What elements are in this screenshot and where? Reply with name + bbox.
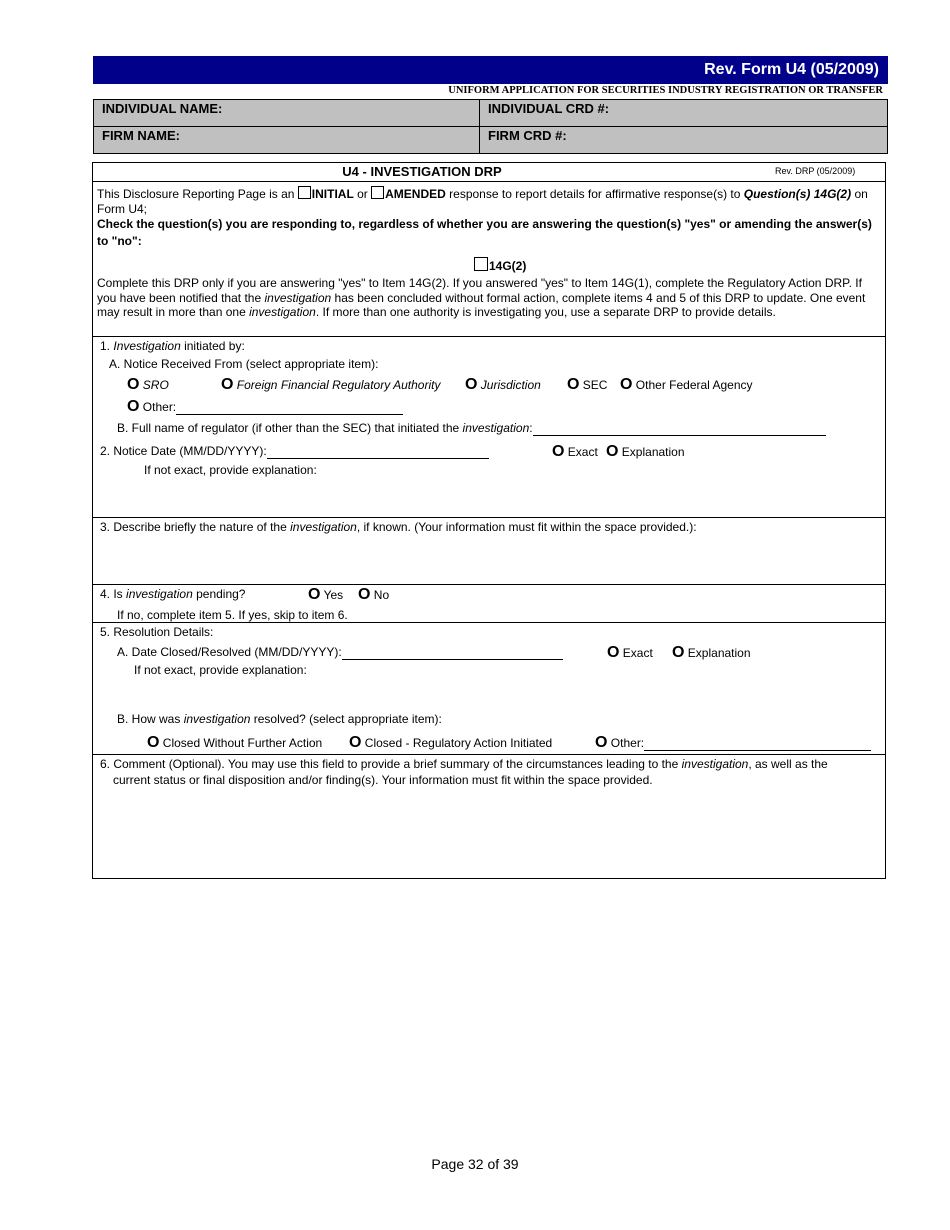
- rev-form-banner: Rev. Form U4 (05/2009): [93, 56, 888, 84]
- option-sec[interactable]: O SEC: [567, 376, 608, 393]
- item5-if-not-exact: If not exact, provide explanation:: [134, 663, 307, 677]
- option-jurisdiction[interactable]: O Jurisdiction: [465, 376, 541, 393]
- divider: [92, 517, 886, 518]
- item6-label: 6. Comment (Optional). You may use this field to provide a brief summary of the circumstances leading to the investigation, as well as the: [100, 757, 828, 771]
- radio-icon[interactable]: O: [606, 443, 619, 460]
- divider: [92, 754, 886, 755]
- option-other-federal[interactable]: O Other Federal Agency: [620, 376, 753, 393]
- firm-name-label: FIRM NAME:: [102, 128, 180, 143]
- radio-icon[interactable]: O: [127, 398, 140, 415]
- initial-checkbox[interactable]: [298, 186, 311, 199]
- individual-name-label: INDIVIDUAL NAME:: [102, 101, 223, 116]
- radio-icon[interactable]: O: [349, 734, 362, 751]
- pending-no[interactable]: O No: [358, 586, 390, 603]
- item1a-label: A. Notice Received From (select appropriate item):: [109, 357, 379, 371]
- item5-label: 5. Resolution Details:: [100, 625, 214, 639]
- radio-icon[interactable]: O: [147, 734, 160, 751]
- notice-date-input[interactable]: [267, 447, 489, 459]
- option-other[interactable]: O Other:: [127, 400, 403, 415]
- radio-icon[interactable]: O: [127, 376, 140, 393]
- uniform-application-title: UNIFORM APPLICATION FOR SECURITIES INDUSTRY REGISTRATION OR TRANSFER: [448, 85, 883, 96]
- radio-icon[interactable]: O: [595, 734, 608, 751]
- radio-icon[interactable]: O: [308, 586, 321, 603]
- individual-crd-field[interactable]: [479, 99, 888, 127]
- radio-icon[interactable]: O: [607, 644, 620, 661]
- date-closed-explanation[interactable]: O Explanation: [672, 644, 751, 661]
- radio-icon[interactable]: O: [465, 376, 478, 393]
- item5b-label: B. How was investigation resolved? (select appropriate item):: [117, 712, 442, 726]
- item1-label: 1. Investigation initiated by:: [100, 339, 245, 353]
- check-instruction: Check the question(s) you are responding to, regardless of whether you are answering the question(s) "yes" or amending the answer(s) to "no":: [97, 217, 872, 248]
- item1b-label: B. Full name of regulator (if other than the SEC) that initiated the investigation:: [117, 421, 826, 436]
- radio-icon[interactable]: O: [567, 376, 580, 393]
- firm-crd-label: FIRM CRD #:: [488, 128, 567, 143]
- q14g2-option[interactable]: [474, 257, 526, 273]
- complete-instructions: Complete this DRP only if you are answering "yes" to Item 14G(2). If you answered "yes" to Item 14G(1), complete the Regulatory Action DRP. If you have been notified that the investigation has been concluded without formal action, complete items 4 and 5 of this DRP to update. One event may result in more than one investigation. If more than one authority is investigating you, use a separate DRP to provide details.: [97, 276, 866, 319]
- item2-if-not-exact: If not exact, provide explanation:: [144, 463, 317, 477]
- item5a-label: A. Date Closed/Resolved (MM/DD/YYYY):: [117, 645, 563, 660]
- radio-icon[interactable]: O: [552, 443, 565, 460]
- resolved-closed-no-action[interactable]: O Closed Without Further Action: [147, 734, 323, 751]
- resolved-other-input[interactable]: [644, 739, 871, 751]
- item4-note: If no, complete item 5. If yes, skip to item 6.: [117, 608, 348, 622]
- amended-checkbox[interactable]: [371, 186, 384, 199]
- individual-name-field[interactable]: [93, 99, 480, 127]
- drp-intro: This Disclosure Reporting Page is an INITIAL or AMENDED response to report details for affirmative response(s) to Question(s) 14G(2) on Form U4;: [97, 187, 868, 216]
- notice-date-exact[interactable]: O Exact: [552, 443, 598, 460]
- divider: [92, 622, 886, 623]
- firm-crd-field[interactable]: [479, 126, 888, 154]
- radio-icon[interactable]: O: [620, 376, 633, 393]
- resolved-other[interactable]: O Other:: [595, 736, 871, 751]
- individual-crd-label: INDIVIDUAL CRD #:: [488, 101, 610, 116]
- other-regulator-input[interactable]: [176, 403, 403, 415]
- radio-icon[interactable]: O: [221, 376, 234, 393]
- item2-label: 2. Notice Date (MM/DD/YYYY):: [100, 444, 489, 459]
- date-closed-exact[interactable]: O Exact: [607, 644, 653, 661]
- radio-icon[interactable]: O: [672, 644, 685, 661]
- item4-label: 4. Is investigation pending?: [100, 587, 246, 601]
- page-number: Page 32 of 39: [431, 1156, 519, 1172]
- radio-icon[interactable]: O: [358, 586, 371, 603]
- divider: [92, 336, 886, 337]
- resolved-regulatory-action[interactable]: O Closed - Regulatory Action Initiated: [349, 734, 553, 751]
- pending-yes[interactable]: O Yes: [308, 586, 344, 603]
- date-closed-input[interactable]: [342, 648, 563, 660]
- regulator-name-input[interactable]: [533, 424, 826, 436]
- divider: [92, 181, 886, 182]
- q14g2-checkbox[interactable]: [474, 257, 488, 271]
- option-foreign-authority[interactable]: O Foreign Financial Regulatory Authority: [221, 376, 441, 393]
- drp-rev: Rev. DRP (05/2009): [775, 166, 856, 176]
- item3-label: 3. Describe briefly the nature of the investigation, if known. (Your information must fit within the space provided.):: [100, 520, 697, 534]
- drp-title: U4 - INVESTIGATION DRP: [342, 164, 502, 179]
- firm-name-field[interactable]: [93, 126, 480, 154]
- q14g2-label: 14G(2): [489, 259, 527, 273]
- item6-label-cont: current status or final disposition and/or finding(s). Your information must fit within the space provided.: [113, 773, 653, 787]
- option-sro[interactable]: O SRO: [127, 376, 169, 393]
- notice-date-explanation[interactable]: O Explanation: [606, 443, 685, 460]
- divider: [92, 584, 886, 585]
